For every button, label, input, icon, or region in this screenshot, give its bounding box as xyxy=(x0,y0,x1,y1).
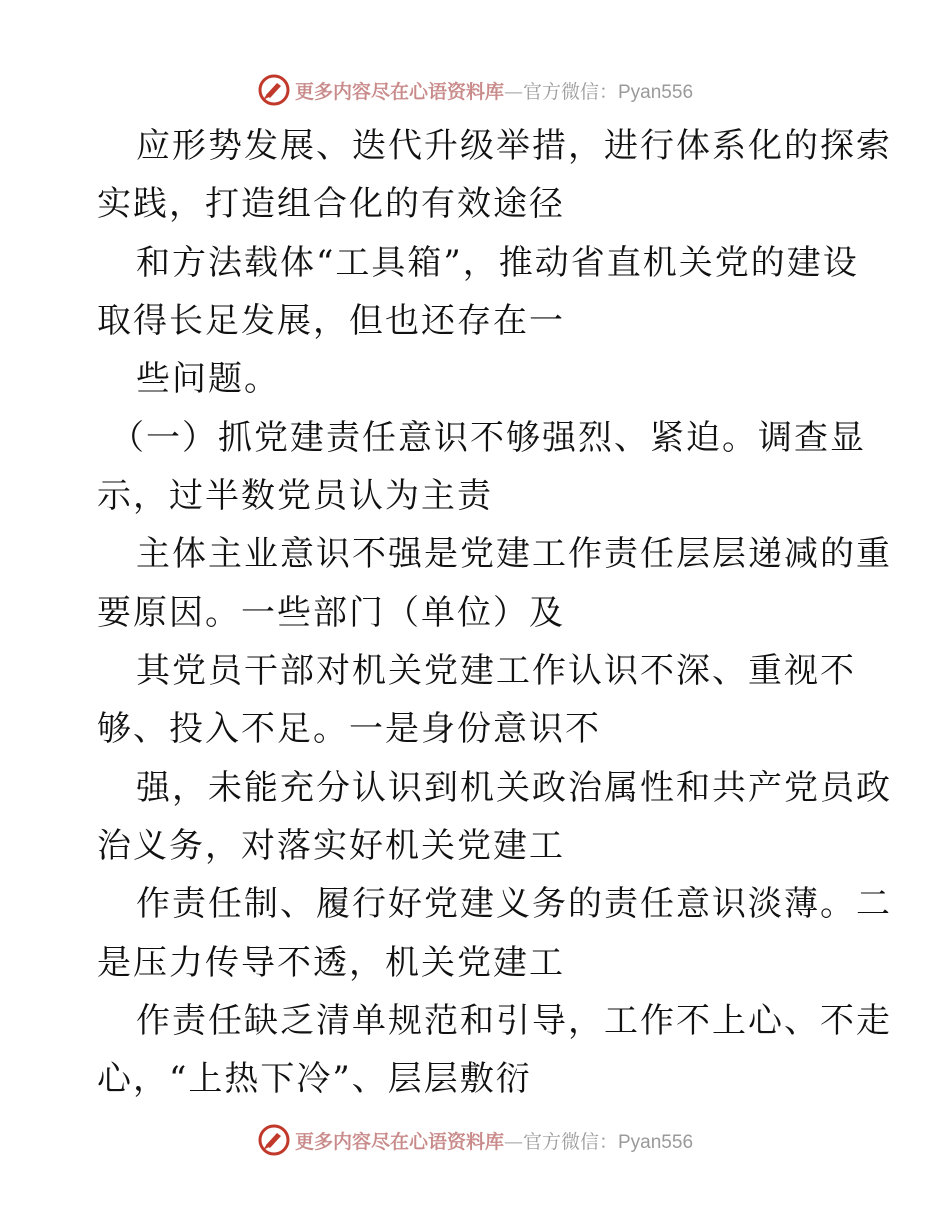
text-line: 其党员干部对机关党建工作认识不深、重视不 xyxy=(136,651,856,691)
watermark-contact-id: Pyan556 xyxy=(618,1131,694,1153)
text-line: 够、投入不足。一是身份意识不 xyxy=(97,709,601,749)
text-line: 作责任制、履行好党建义务的责任意识淡薄。二 xyxy=(136,884,892,924)
text-line: 取得长足发展，但也还存在一 xyxy=(97,301,565,341)
watermark-text xyxy=(295,1127,693,1154)
text-line: 些问题。 xyxy=(136,359,280,399)
text-line: 主体主业意识不强是党建工作责任层层递减的重 xyxy=(136,534,892,574)
text-line: 治义务，对落实好机关党建工 xyxy=(97,826,565,866)
text-line: 强，未能充分认识到机关政治属性和共产党员政 xyxy=(136,768,892,808)
text-line: 示，过半数党员认为主责 xyxy=(97,476,493,516)
text-line: 和方法载体“工具箱”，推动省直机关党的建设 xyxy=(136,243,859,283)
brand-logo-icon xyxy=(257,1123,291,1157)
footer-watermark xyxy=(0,1118,950,1162)
watermark-contact-id: Pyan556 xyxy=(618,81,694,103)
text-line: 应形势发展、迭代升级举措，进行体系化的探索 xyxy=(136,126,892,166)
text-line: 实践，打造组合化的有效途径 xyxy=(97,184,565,224)
text-line: （一）抓党建责任意识不够强烈、紧迫。调查显 xyxy=(110,418,866,458)
text-line: 作责任缺乏清单规范和引导，工作不上心、不走 xyxy=(136,1001,892,1041)
header-watermark xyxy=(0,68,950,112)
text-line: 心，“上热下冷”、层层敷衍 xyxy=(97,1059,532,1099)
text-line: 要原因。一些部门（单位）及 xyxy=(97,593,565,633)
text-line: 是压力传导不透，机关党建工 xyxy=(97,943,565,983)
watermark-contact-label: 官方微信： xyxy=(522,1130,618,1153)
watermark-brand: 更多内容尽在心语资料库 xyxy=(294,80,504,103)
watermark-text xyxy=(295,77,693,104)
brand-logo-icon xyxy=(257,73,291,107)
watermark-contact-label: 官方微信： xyxy=(522,80,618,103)
watermark-separator: — xyxy=(503,1130,523,1153)
watermark-separator: — xyxy=(503,80,523,103)
watermark-brand: 更多内容尽在心语资料库 xyxy=(294,1130,504,1153)
